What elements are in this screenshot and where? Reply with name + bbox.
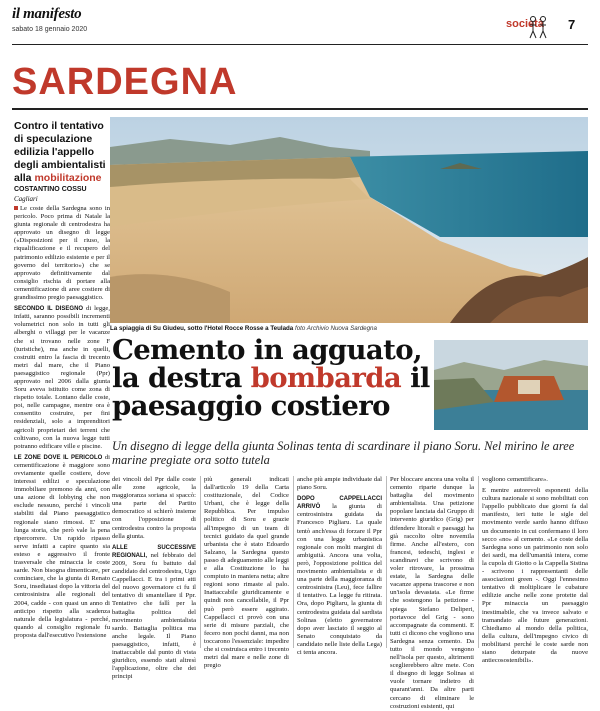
- article-column-6: vogliono cementificare». E mentre autorevoli esponenti della cultura nazionale si sono mobilitati con l'appello pubblicato due giorni fa dal manifesto, ieri tutte le sigle del movimento verde sardo hanno diffuso un documento in cui confermano il loro secco «no» al cemento. «Le coste della Sardegna sono un patrimonio non solo dei sardi, ma dell'umanità intera, come la cupola di Giotto o la Cappella Sistina - scrivono i rappresentanti delle associazioni green -. Oggi l'ennesimo tentativo di moltiplicare le cubature edilizie anche nelle zone protette dal Ppr minaccia un paesaggio inestimabile, che va invece salvato e tramandato alle future generazioni. Chiediamo al mondo della politica, della cultura, dell'impegno civico di mobilitarsi perché le coste sarde non siano deturpate da nuove antiecosostenibili».: [482, 476, 588, 665]
- article-deck: Un disegno di legge della giunta Solinas tenta di scardinare il piano Soru. Nel mirino le aree marine pregiate ora sotto tutela: [112, 439, 575, 467]
- article-column-1: Le coste della Sardegna sono in pericolo. Poco prima di Natale la giunta regionale di centrodestra ha approvato un disegno di legge («Disposizioni per il riuso, la riqualificazione e il recupero del patrimonio edilizio esistente e per il governo del territorio») che se approvato definitivamente dal consiglio rischia di portare alla cementificazione di aree costiere di grandissimo pregio paesaggistico. SECONDO IL DISEGNO di legge, infatti, saranno possibili incrementi volumetrici non solo in tutti gli alberghi o villaggi per le vacanze che si trovano nelle zone F (turistiche), ma anche in quelli, costruiti entro la fascia di trecento metri dal mare, che il Piano paesaggistico regionale (Ppr) approvato nel 2006 dalla giunta Soru aveva istituito come zona di rispetto totale. Lontano dalle coste, poi, nelle campagne, mentre ora è consentito costruire, per fini residenziali, solo a imprenditori agricoli proprietari dei terreni che coltivano, con la nuova legge tutti potranno edificare ville e piscine. LE ZONE DOVE IL PERICOLO di cementificazione è maggiore sono ovviamente quelle costiere, dove interessi edilizi e speculazione immobiliare premono da anni, con una azione di lobbying che non esclude nessuno, perché i vincoli stabiliti dal Piano paesaggistico regionale siano rimossi. E' una lunga storia, che però vale la pena ripercorrere. Un rapido ripasso serve infatti a capire quanto sia esteso e aggressivo il fronte trasversale che minaccia le coste sarde. Non bisogna dimenticare, per cominciare, che la giunta di Renato Soru, insediatasi dopo la vittoria del centrosinistra alle regionali del 2004, cadde - con quasi un anno di anticipo rispetto alla scadenza naturale della legislatura - perché, quando al consiglio regionale fu proposta dall'esecutivo l'estensione: [14, 205, 110, 639]
- article-headline: Cemento in agguato, la destra bombarda il paesaggio costiero: [112, 334, 430, 422]
- column-divider: [293, 476, 294, 648]
- article-column-2: dei vincoli del Ppr dalle coste alle zone agricole, la maggioranza soriana si spaccò: una parte del Partito democratico si schierò insieme con l'opposizione di centrodestra contro la proposta della giunta. ALLE SUCCESSIVE REGIONALI, nel febbraio del 2009, Soru fu battuto dal candidato del centrodestra, Ugo Cappellacci. E tra i primi atti del nuovo governatore ci fu il tentativo di smantellare il Ppr. Tentativo che fallì per la battaglia politica del movimento ambientalista sardo. Battaglia politica ma anche legale. Il Piano paesaggistico, infatti, è inattaccabile dal punto di vista giuridico, essendo stati altresì l'applicazione, oltre che dei principi: [112, 476, 196, 681]
- article-column-5: Per bloccare ancora una volta il cemento ripartе dunque la battaglia del movimento ambientalista. Una petizione popolare lanciata dal Gruppo di intervento giuridico (Grig) per difendere litorali e paesaggi ha già raccolto oltre novemila firme. Anche all'estero, con francesi, tedeschi, inglesi e scandinavi che scrivono di voler ritrovare, la prossima estate, la Sardegna delle vacanze appena trascorse e non un'isola devastata. «Le firme che sostengono la petizione - spiega Stefano Deliperi, portavoce del Grig - sono accompagnate da commenti. E tutti ci dicono che vogliono una Sardegna senza cemento. Da tutto il mondo vengono nell'isola per questo, altrimenti sceglierebbero altre mete. Con il disegno di legge Solinas si vuole tornare indietro di quarant'anni. Da altre parti cercano di eliminare le costruzioni esistenti, qui: [390, 476, 474, 710]
- beach-photo: [110, 117, 588, 323]
- region-rule: [12, 108, 588, 110]
- newspaper-emblem-icon: [527, 14, 549, 40]
- masthead: il manifesto: [12, 6, 82, 22]
- column-divider: [386, 476, 387, 648]
- drop-square-icon: [14, 206, 18, 210]
- issue-date: sabato 18 gennaio 2020: [12, 26, 88, 33]
- hotel-photo: [434, 340, 588, 430]
- intro-summary: Contro il tentativo di speculazione edilizia l'appello degli ambientalisti alla mobilitazione: [14, 120, 106, 184]
- header-rule: [12, 44, 588, 45]
- region-heading: SARDEGNA: [12, 61, 238, 103]
- column-divider: [200, 476, 201, 648]
- article-column-4: anche più ampie individuate dal piano Soru. DOPO CAPPELLACCI ARRIVÒ la giunta di centrosinistra guidata da Francesco Pigliaru. La quale tentò anch'essa di forzare il Ppr con una legge urbanistica regionale con molti margini di ambiguità. Ancora una volta, però, l'opposizione politica del movimento ambientalista e di una parte della maggioranza di centrosinistra (Leu), fece fallire il tentativo. La legge fu ritirata. Ora, dopo Pigliaru, la giunta di centrodestra guidata dal sardista Solinas (eletto governatore dopo aver lasciato il seggio al Senato conquistato da candidato nelle liste della Lega) ci tenta ancora.: [297, 476, 382, 656]
- byline-place: Cagliari: [14, 195, 38, 203]
- article-column-3: più generali indicati dall'articolo 19 della Carta costituzionale, del Codice Urbani, che è legge della Repubblica. Per impulso politico di Soru e grazie all'impegno di un team di tecnici guidato da quel grande urbanista che è stato Edoardo Salzano, la Sardegna questo passo di adeguamento alle leggi e alla Costituzione lo ha compiuto in maniera netta; altre regioni sono rimaste al palo. Inattaccabile giuridicamente e quindi non cancellabile, il Ppr può però essere aggirato. Cappellacci ci provò con una serie di misure parziali, che fecero non pochi danni, ma non toccarono l'essenziale: impedire che si costruisca entro i trecento metri dal mare e nelle zone di pregio: [204, 476, 289, 670]
- photo-caption: La spiaggia di Su Giudeu, sotto l'Hotel Rocce Rosse a Teulada foto Archivio Nuova Sardegna: [110, 325, 377, 332]
- section-label: società: [506, 18, 544, 30]
- byline-author: COSTANTINO COSSU: [14, 186, 87, 193]
- column-divider: [478, 476, 479, 648]
- page-number: 7: [568, 17, 576, 32]
